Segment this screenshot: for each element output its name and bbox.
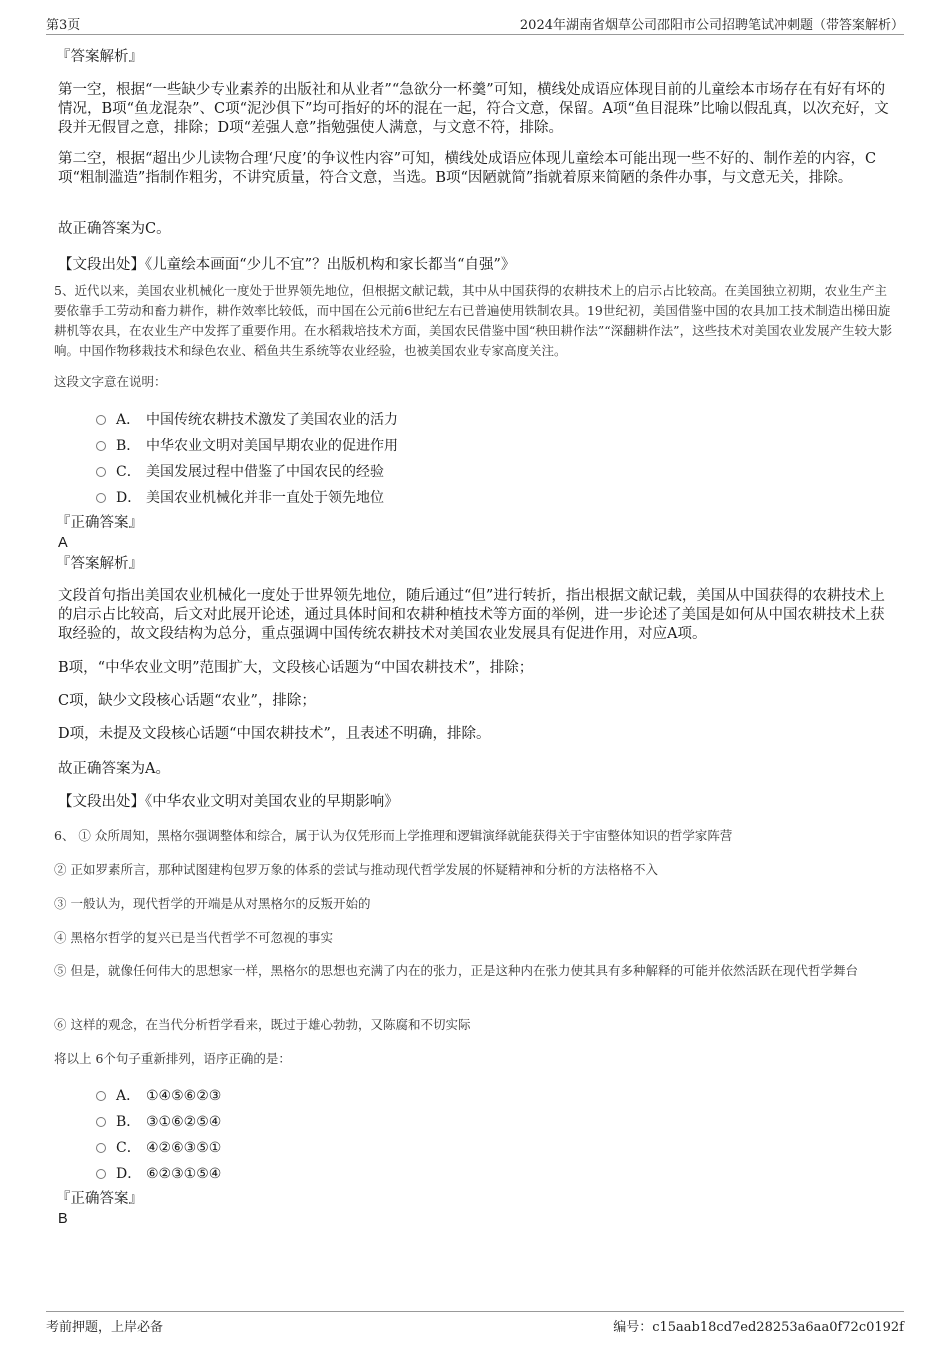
q5-analysis-p1: 文段首句指出美国农业机械化一度处于世界领先地位，随后通过“但”进行转折，指出根据文献记载，美国从中国获得的农耕技术上的启示占比较高，后文对此展开论述，通过具体时间和农耕种植技术等方面的举例，进一步论述了美国是如何从中国农耕技术上获取经验的，故文段结构为总分，重点强调中国传统农耕技术对美国农业发展具有促进作用，对应A项。 <box>58 588 885 642</box>
q5-analysis-b: B项，“中华农业文明”范围扩大，文段核心话题为“中国农耕技术”，排除； <box>58 660 534 676</box>
page-number: 第3页 <box>46 18 81 33</box>
page-footer <box>46 1311 904 1334</box>
q6-sentence-1: 6、 ① 众所周知，黑格尔强调整体和综合，属于认为仅凭形而上学推理和逻辑演绎就能获得关于宇宙整体知识的哲学家阵营 <box>54 828 733 843</box>
q6-option-a[interactable] <box>96 1085 221 1105</box>
q6-answer: B <box>58 1211 68 1227</box>
q4-source: 【文段出处】《儿童绘本画面“少儿不宜”？出版机构和家长都当“自强”》 <box>58 257 516 273</box>
q4-analysis-p1: 第一空，根据“一些缺少专业素养的出版社和从业者”“急欲分一杯羹”可知，横线处成语应体现目前的儿童绘本市场存在有好有坏的情况，B项“鱼龙混杂”、C项“泥沙俱下”均可指好的坏的混在一起，符合文意，保留。A项“鱼目混珠”比喻以假乱真，以次充好，文段并无假冒之意，排除；D项“差强人意”指勉强使人满意，与文意不符，排除。 <box>58 82 889 136</box>
option-letter: C． <box>116 1140 141 1156</box>
option-text: 美国发展过程中借鉴了中国农民的经验 <box>146 464 384 480</box>
option-letter: C． <box>116 464 141 480</box>
option-text: 中国传统农耕技术激发了美国农业的活力 <box>146 412 398 428</box>
q6-sentence-4: ④ 黑格尔哲学的复兴已是当代哲学不可忽视的事实 <box>54 930 333 945</box>
q6-sentence-3: ③ 一般认为，现代哲学的开端是从对黑格尔的反叛开始的 <box>54 896 371 911</box>
q6-option-c[interactable] <box>96 1137 221 1157</box>
radio-icon[interactable] <box>96 467 106 477</box>
q5-source: 【文段出处】《中华农业文明对美国农业的早期影响》 <box>58 794 399 810</box>
q6-option-d[interactable] <box>96 1163 221 1183</box>
q6-sentence-5: ⑤ 但是，就像任何伟大的思想家一样，黑格尔的思想也充满了内在的张力，正是这种内在张力使其具有多种解释的可能并依然活跃在现代哲学舞台 <box>54 963 858 978</box>
option-letter: D． <box>116 1166 142 1182</box>
q6-answer-label: 『正确答案』 <box>56 1191 143 1207</box>
option-letter: B． <box>116 1114 141 1130</box>
option-text: ③①⑥②⑤④ <box>146 1114 222 1130</box>
q6-option-b[interactable] <box>96 1111 221 1131</box>
footer-slogan: 考前押题，上岸必备 <box>46 1320 164 1335</box>
q5-stem: 5、近代以来，美国农业机械化一度处于世界领先地位，但根据文献记载，其中从中国获得的农耕技术上的启示占比较高。在美国独立初期，农业生产主要依靠手工劳动和畜力耕作，耕作效率比较低，而中国在公元前6世纪左右已普遍使用铁制农具。19世纪初，美国借鉴中国的农具加工技术制造出梯田旋耕机等农具，在农业生产中发挥了重要作用。在水稻栽培技术方面，美国农民借鉴中国“秧田耕作法”“深翻耕作法”，这些技术对美国农业发展产生较大影响。中国作物移栽技术和绿色农业、稻鱼共生系统等农业经验，也被美国农业专家高度关注。 <box>54 283 893 358</box>
q5-option-a[interactable] <box>96 409 398 429</box>
q4-analysis-label: 『答案解析』 <box>56 49 143 65</box>
q5-conclusion: 故正确答案为A。 <box>58 761 170 777</box>
option-letter: D． <box>116 490 142 506</box>
option-text: ④②⑥③⑤① <box>146 1140 222 1156</box>
radio-icon[interactable] <box>96 1117 106 1127</box>
document-title: 2024年湖南省烟草公司邵阳市公司招聘笔试冲刺题（带答案解析） <box>519 18 904 33</box>
radio-icon[interactable] <box>96 493 106 503</box>
q5-question: 这段文字意在说明： <box>54 374 167 389</box>
option-letter: A． <box>116 412 141 428</box>
q5-option-c[interactable] <box>96 461 384 481</box>
radio-icon[interactable] <box>96 441 106 451</box>
q5-analysis-label: 『答案解析』 <box>56 556 143 572</box>
option-text: 中华农业文明对美国早期农业的促进作用 <box>146 438 398 454</box>
q6-sentence-6: ⑥ 这样的观念，在当代分析哲学看来，既过于雄心勃勃，又陈腐和不切实际 <box>54 1017 471 1032</box>
radio-icon[interactable] <box>96 1091 106 1101</box>
page-header <box>46 12 904 35</box>
option-letter: A． <box>116 1088 141 1104</box>
radio-icon[interactable] <box>96 1143 106 1153</box>
option-text: ①④⑤⑥②③ <box>146 1088 222 1104</box>
q5-analysis-c: C项，缺少文段核心话题“农业”，排除； <box>58 693 316 709</box>
option-letter: B． <box>116 438 141 454</box>
document-id: 编号：c15aab18cd7ed28253a6aa0f72c0192f <box>613 1320 904 1335</box>
q4-conclusion: 故正确答案为C。 <box>58 221 171 237</box>
q5-answer: A <box>58 535 68 551</box>
q4-analysis-p2: 第二空，根据“超出少儿读物合理‘尺度’的争议性内容”可知，横线处成语应体现儿童绘本可能出现一些不好的、制作差的内容，C项“粗制滥造”指制作粗劣，不讲究质量，符合文意，当选。B项“因陋就简”指就着原来简陋的条件办事，与文意无关，排除。 <box>58 151 877 186</box>
q5-answer-label: 『正确答案』 <box>56 515 143 531</box>
radio-icon[interactable] <box>96 415 106 425</box>
option-text: ⑥②③①⑤④ <box>146 1166 222 1182</box>
q6-sentence-2: ② 正如罗素所言，那种试图建构包罗万象的体系的尝试与推动现代哲学发展的怀疑精神和分析的方法格格不入 <box>54 862 658 877</box>
q5-option-b[interactable] <box>96 435 398 455</box>
q5-option-d[interactable] <box>96 487 384 507</box>
q6-question: 将以上 6个句子重新排列，语序正确的是： <box>54 1051 291 1066</box>
option-text: 美国农业机械化并非一直处于领先地位 <box>146 490 384 506</box>
radio-icon[interactable] <box>96 1169 106 1179</box>
q5-analysis-d: D项，未提及文段核心话题“中国农耕技术”，且表述不明确，排除。 <box>58 726 491 742</box>
